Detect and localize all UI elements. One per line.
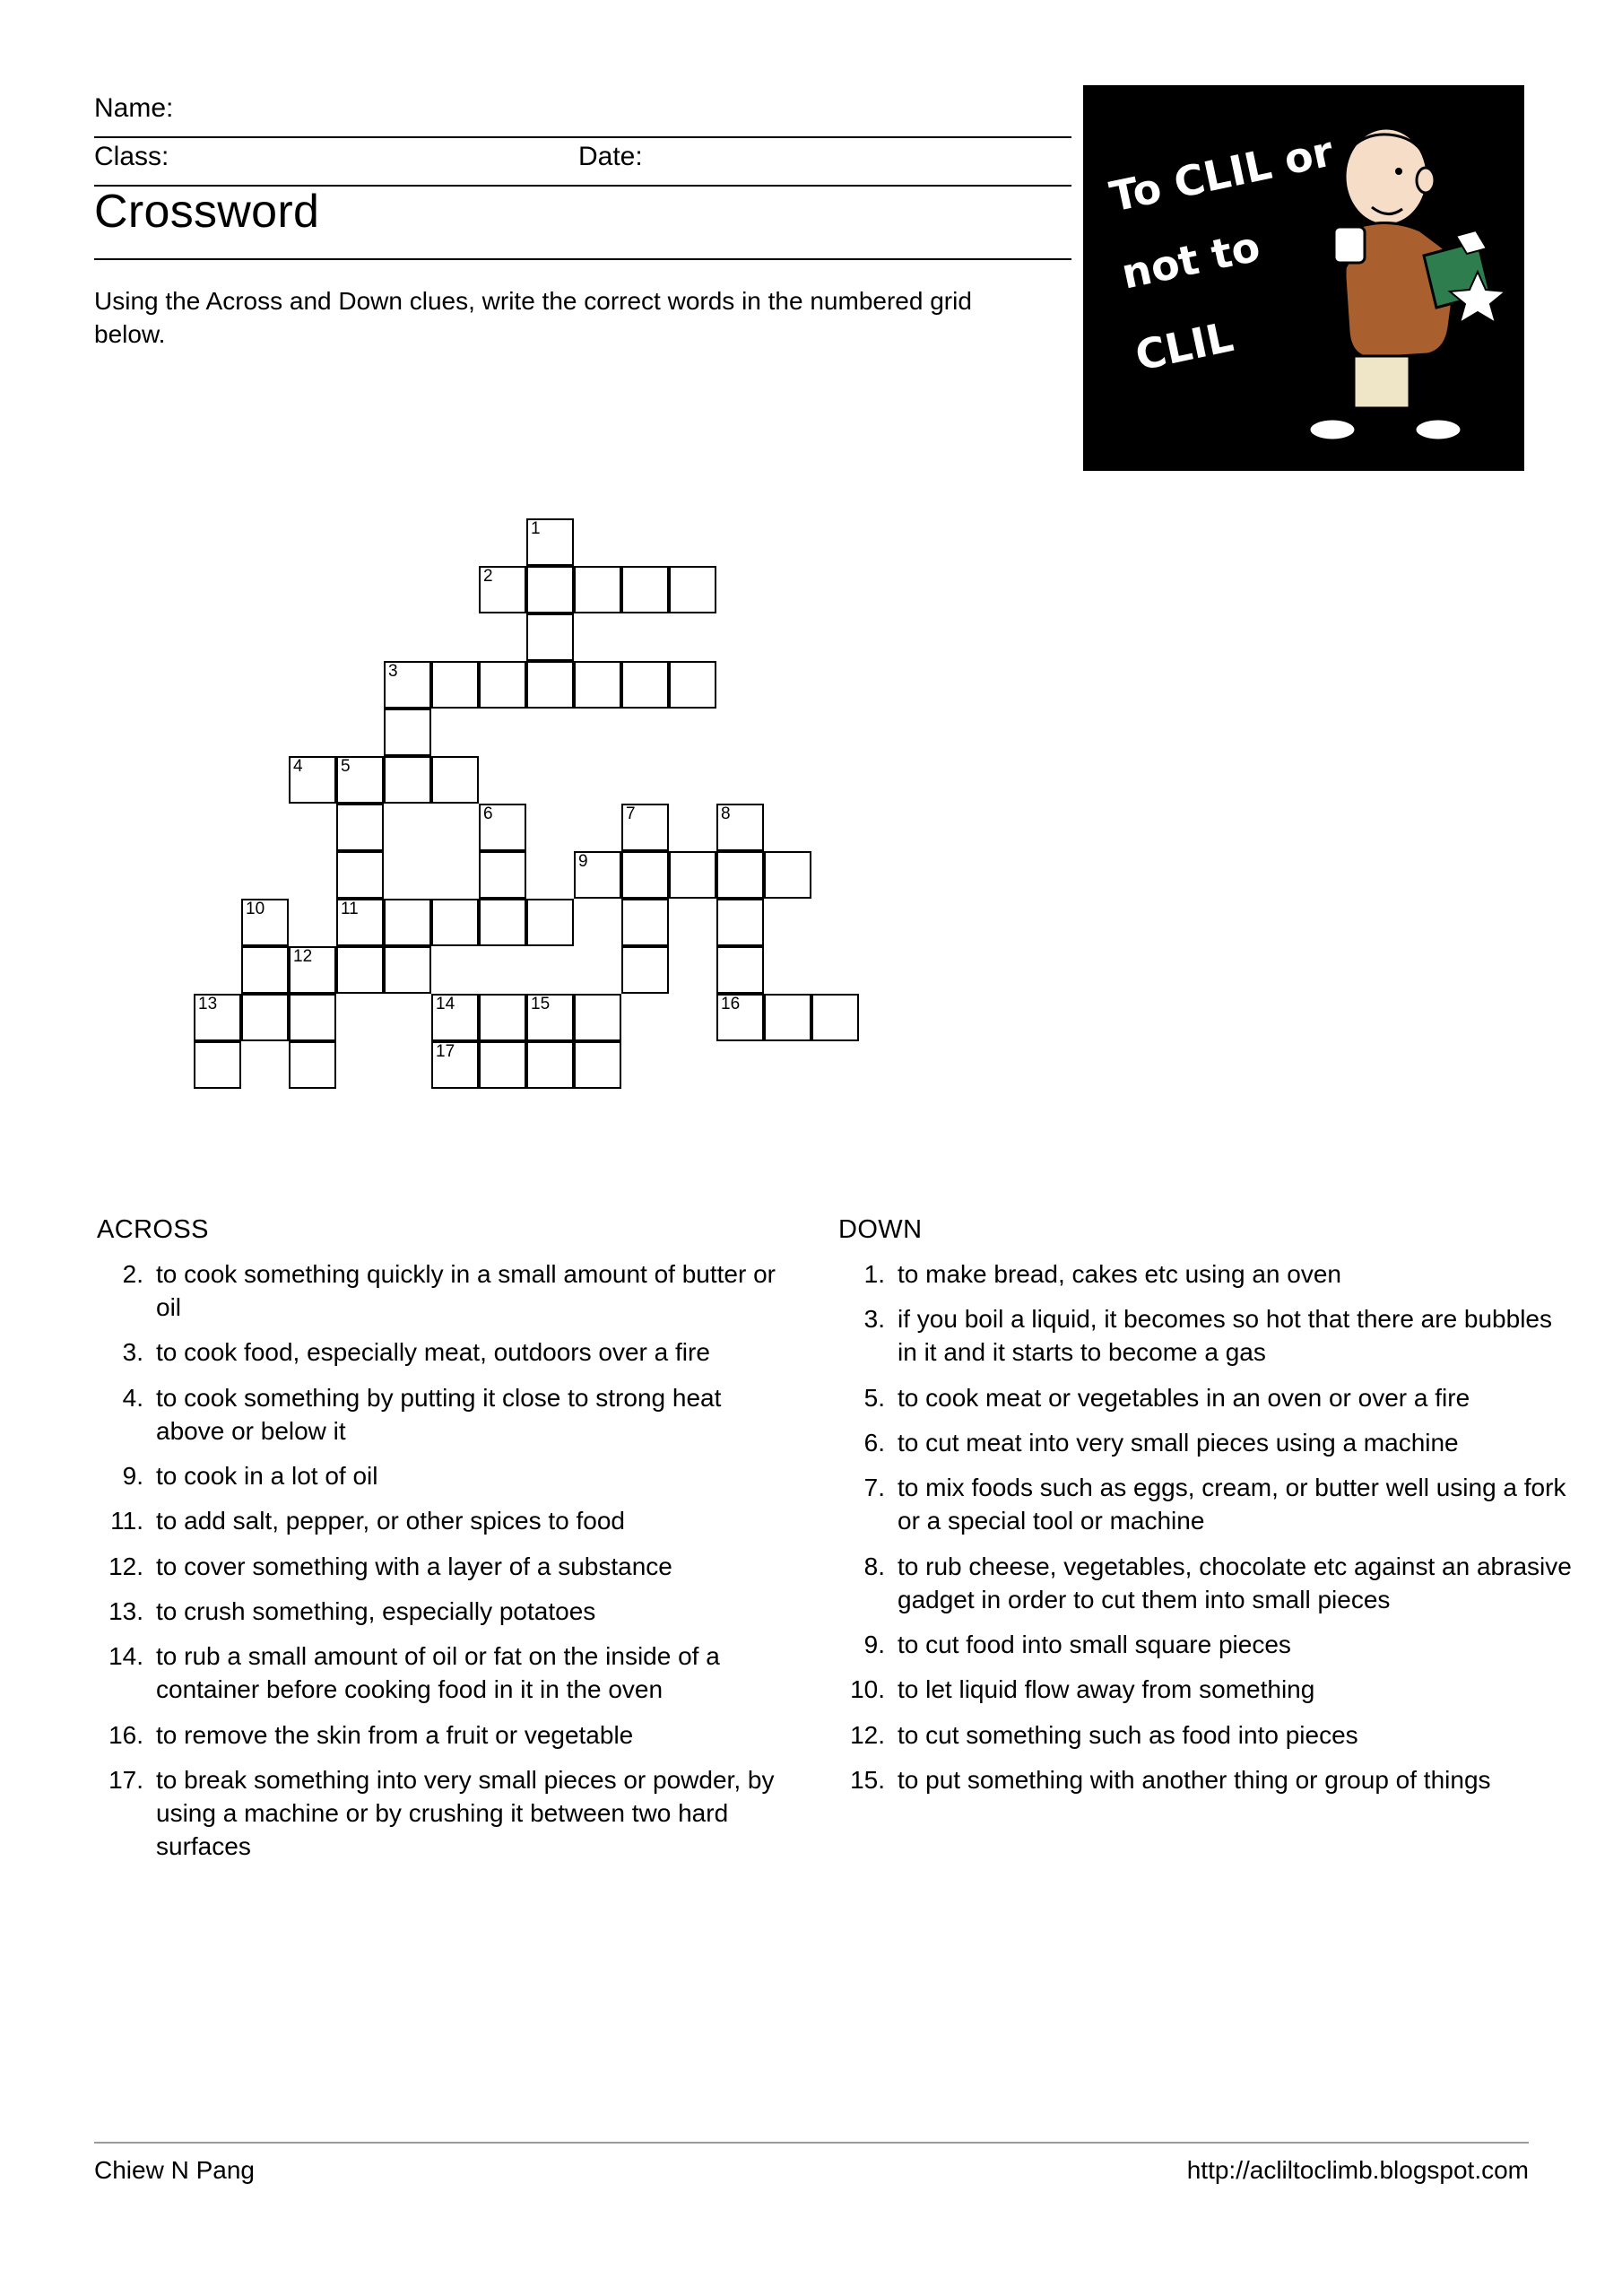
grid-cell-number: 5	[341, 757, 351, 776]
grid-cell-numbered[interactable]	[431, 994, 479, 1041]
grid-cell[interactable]	[621, 899, 669, 946]
grid-cell-number: 7	[626, 804, 636, 823]
clue-text: if you boil a liquid, it becomes so hot that there are bubbles in it and it starts to become a gas	[898, 1305, 1552, 1367]
clue-number: 3.	[122, 1338, 143, 1367]
clue-number: 4.	[122, 1383, 143, 1412]
across-clues-column	[97, 1215, 796, 1875]
clue-text: to let liquid flow away from something	[898, 1675, 1315, 1704]
grid-cell[interactable]	[621, 661, 669, 709]
grid-cell-number: 1	[531, 519, 541, 538]
grid-cell-number: 2	[483, 567, 493, 586]
clue-number: 16.	[108, 1720, 143, 1749]
grid-cell-numbered[interactable]	[289, 756, 336, 804]
logo-line-3: CLIL	[1131, 312, 1237, 380]
class-label: Class:	[94, 142, 169, 171]
grid-cell[interactable]	[336, 851, 384, 899]
clue-item	[97, 1381, 796, 1448]
grid-cell-number: 11	[341, 900, 359, 918]
clue-item	[838, 1471, 1574, 1537]
grid-cell[interactable]	[384, 709, 431, 756]
date-label: Date:	[578, 142, 643, 171]
grid-cell[interactable]	[526, 661, 574, 709]
clue-item	[97, 1504, 796, 1537]
grid-cell[interactable]	[289, 994, 336, 1041]
grid-cell-numbered[interactable]	[479, 566, 526, 613]
grid-cell-numbered[interactable]	[716, 804, 764, 851]
clue-item	[838, 1763, 1574, 1796]
clue-item	[838, 1381, 1574, 1414]
grid-cell[interactable]	[811, 994, 859, 1041]
grid-cell[interactable]	[621, 851, 669, 899]
grid-cell-numbered[interactable]	[289, 946, 336, 994]
grid-cell[interactable]	[526, 1041, 574, 1089]
down-clue-list	[838, 1257, 1574, 1796]
clue-item	[838, 1257, 1574, 1291]
clue-item	[838, 1718, 1574, 1752]
grid-cell-numbered[interactable]	[526, 994, 574, 1041]
clue-text: to cook meat or vegetables in an oven or over a fire	[898, 1383, 1470, 1412]
clue-item	[97, 1595, 796, 1628]
clue-number: 14.	[108, 1642, 143, 1671]
clue-item	[97, 1459, 796, 1492]
grid-cell-number: 13	[198, 995, 218, 1013]
grid-cell[interactable]	[621, 946, 669, 994]
clue-item	[838, 1673, 1574, 1706]
logo-line-2: not to	[1117, 222, 1264, 299]
clue-item	[97, 1257, 796, 1324]
grid-cell-number: 12	[293, 947, 313, 966]
cartoon-man-icon	[1289, 121, 1514, 453]
grid-cell[interactable]	[574, 994, 621, 1041]
grid-cell-number: 17	[436, 1042, 455, 1061]
clue-text: to cut meat into very small pieces using a machine	[898, 1428, 1459, 1457]
grid-cell[interactable]	[241, 946, 289, 994]
clue-number: 10.	[850, 1675, 885, 1704]
name-row	[94, 90, 1071, 138]
clue-number: 8.	[863, 1552, 885, 1580]
grid-cell-numbered[interactable]	[479, 804, 526, 851]
grid-cell-numbered[interactable]	[194, 994, 241, 1041]
grid-cell-numbered[interactable]	[621, 804, 669, 851]
logo-line-1: To CLIL or	[1106, 126, 1338, 222]
grid-cell[interactable]	[431, 661, 479, 709]
grid-cell[interactable]	[574, 1041, 621, 1089]
grid-cell-number: 14	[436, 995, 455, 1013]
clue-text: to make bread, cakes etc using an oven	[898, 1260, 1341, 1288]
clue-text: to cook something by putting it close to strong heat above or below it	[156, 1383, 722, 1445]
clue-number: 15.	[850, 1765, 885, 1794]
class-date-row	[94, 138, 1071, 187]
footer-url[interactable]: http://acliltoclimb.blogspot.com	[1186, 2156, 1529, 2184]
header-block	[94, 90, 1071, 260]
grid-cell-number: 8	[721, 804, 731, 823]
title-row	[94, 187, 1071, 260]
name-label: Name:	[94, 93, 174, 123]
clue-number: 1.	[863, 1260, 885, 1288]
clue-number: 2.	[122, 1260, 143, 1288]
clue-number: 12.	[850, 1720, 885, 1749]
grid-cell[interactable]	[384, 946, 431, 994]
clue-number: 11.	[110, 1507, 143, 1535]
down-clues-column	[838, 1215, 1574, 1808]
grid-cell[interactable]	[431, 899, 479, 946]
clue-text: to put something with another thing or group of things	[898, 1765, 1491, 1794]
clue-item	[838, 1302, 1574, 1369]
grid-cell[interactable]	[479, 899, 526, 946]
grid-cell[interactable]	[764, 851, 811, 899]
clue-number: 12.	[108, 1552, 143, 1580]
clue-text: to cut food into small square pieces	[898, 1631, 1291, 1659]
grid-cell[interactable]	[336, 804, 384, 851]
grid-cell-number: 9	[578, 852, 588, 871]
footer-author: Chiew N Pang	[94, 2156, 255, 2184]
clil-logo-image	[1083, 85, 1524, 471]
clue-item	[97, 1550, 796, 1583]
down-heading: DOWN	[838, 1215, 923, 1244]
grid-cell-numbered[interactable]	[431, 1041, 479, 1089]
grid-cell[interactable]	[574, 566, 621, 613]
grid-cell-numbered[interactable]	[716, 994, 764, 1041]
grid-cell-number: 6	[483, 804, 493, 823]
clue-item	[838, 1426, 1574, 1459]
clue-text: to add salt, pepper, or other spices to food	[156, 1507, 626, 1535]
footer	[94, 2142, 1529, 2185]
grid-cell[interactable]	[336, 946, 384, 994]
clue-text: to cook something quickly in a small amount of butter or oil	[156, 1260, 776, 1322]
grid-cell[interactable]	[384, 756, 431, 804]
clue-number: 7.	[863, 1474, 885, 1502]
grid-cell-number: 10	[246, 900, 265, 918]
clue-text: to mix foods such as eggs, cream, or butter well using a fork or a special tool or machine	[898, 1474, 1566, 1535]
grid-cell[interactable]	[526, 899, 574, 946]
grid-cell-numbered[interactable]	[336, 899, 384, 946]
grid-cell-numbered[interactable]	[336, 756, 384, 804]
clue-text: to remove the skin from a fruit or vegetable	[156, 1720, 634, 1749]
across-clue-list	[97, 1257, 796, 1864]
grid-cell[interactable]	[431, 756, 479, 804]
clue-text: to rub cheese, vegetables, chocolate etc against an abrasive gadget in order to cut them into small pieces	[898, 1552, 1572, 1613]
clue-number: 9.	[122, 1462, 143, 1491]
clue-number: 9.	[863, 1631, 885, 1659]
clue-text: to rub a small amount of oil or fat on the inside of a container before cooking food in it in the oven	[156, 1642, 720, 1704]
grid-cell[interactable]	[764, 994, 811, 1041]
grid-cell[interactable]	[289, 1041, 336, 1089]
grid-cell[interactable]	[479, 661, 526, 709]
grid-cell[interactable]	[716, 851, 764, 899]
clue-item	[838, 1550, 1574, 1616]
clue-text: to cut something such as food into pieces	[898, 1720, 1358, 1749]
across-heading: ACROSS	[97, 1215, 209, 1244]
grid-cell[interactable]	[574, 661, 621, 709]
grid-cell-numbered[interactable]	[384, 661, 431, 709]
clue-text: to crush something, especially potatoes	[156, 1596, 596, 1625]
grid-cell[interactable]	[479, 994, 526, 1041]
clue-text: to cook food, especially meat, outdoors over a fire	[156, 1338, 710, 1367]
grid-cell[interactable]	[669, 566, 716, 613]
grid-cell-numbered[interactable]	[574, 851, 621, 899]
grid-cell[interactable]	[669, 851, 716, 899]
grid-cell[interactable]	[526, 566, 574, 613]
clue-item	[97, 1335, 796, 1369]
grid-cell[interactable]	[241, 994, 289, 1041]
grid-cell[interactable]	[479, 1041, 526, 1089]
clue-number: 6.	[863, 1428, 885, 1457]
clue-item	[97, 1718, 796, 1752]
grid-cell[interactable]	[621, 566, 669, 613]
clue-text: to cook in a lot of oil	[156, 1462, 378, 1491]
grid-cell[interactable]	[716, 946, 764, 994]
grid-cell[interactable]	[526, 613, 574, 661]
clue-text: to cover something with a layer of a substance	[156, 1552, 672, 1580]
page-title: Crossword	[94, 186, 320, 238]
grid-cell[interactable]	[479, 851, 526, 899]
grid-cell[interactable]	[716, 899, 764, 946]
clue-number: 13.	[108, 1596, 143, 1625]
grid-cell-number: 4	[293, 757, 303, 776]
instructions-text: Using the Across and Down clues, write the correct words in the numbered grid below.	[94, 287, 972, 348]
grid-cell[interactable]	[194, 1041, 241, 1089]
clue-number: 5.	[863, 1383, 885, 1412]
clue-text: to break something into very small pieces or powder, by using a machine or by crushing it between two hard surfaces	[156, 1765, 775, 1861]
clue-item	[97, 1763, 796, 1864]
grid-cell-number: 3	[388, 662, 398, 681]
clue-number: 17.	[108, 1765, 143, 1794]
grid-cell-number: 15	[531, 995, 551, 1013]
grid-cell[interactable]	[669, 661, 716, 709]
grid-cell-numbered[interactable]	[241, 899, 289, 946]
grid-cell-numbered[interactable]	[526, 518, 574, 566]
clue-item	[838, 1628, 1574, 1661]
grid-cell[interactable]	[384, 899, 431, 946]
clue-number: 3.	[863, 1305, 885, 1334]
grid-cell-number: 16	[721, 995, 741, 1013]
clue-item	[97, 1639, 796, 1706]
